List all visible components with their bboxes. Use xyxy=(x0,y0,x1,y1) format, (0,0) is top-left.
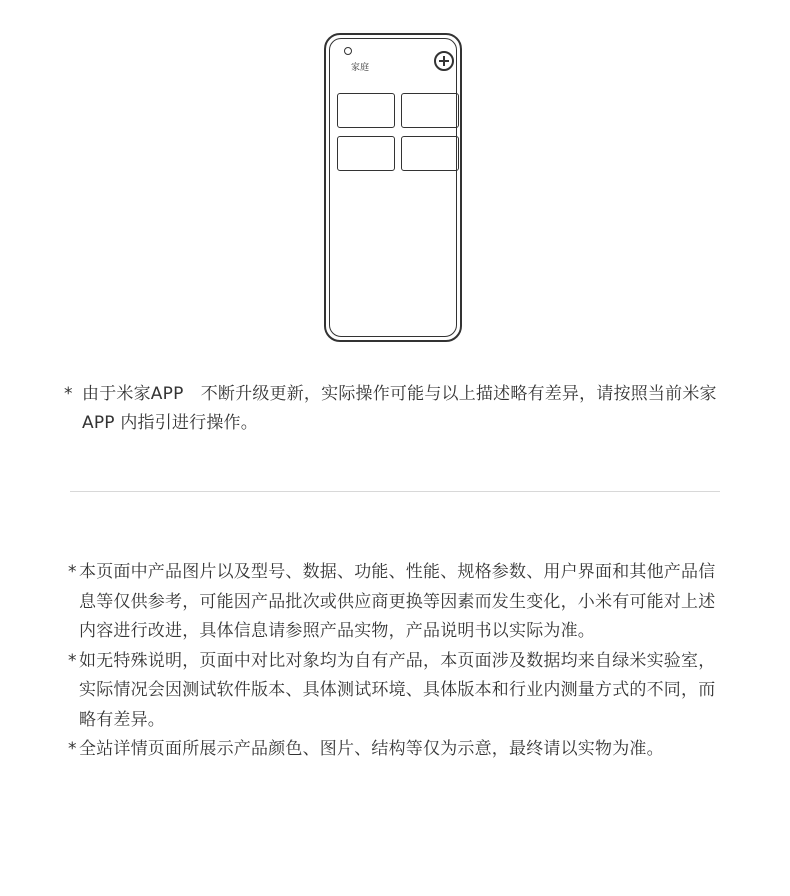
disclaimer-text: 本页面中产品图片以及型号、数据、功能、性能、规格参数、用户界面和其他产品信息等仅供参考，可能因产品批次或供应商更换等因素而发生变化，小米有可能对上述内容进行改进，具体信息请参照产品实物，产品说明书以实际为准。 xyxy=(79,562,716,641)
disclaimer-text: 全站详情页面所展示产品颜色、图片、结构等仅为示意，最终请以实物为准。 xyxy=(79,739,664,759)
divider xyxy=(70,491,720,492)
disclaimer-marker: * xyxy=(68,739,77,759)
disclaimer-item xyxy=(68,735,728,765)
note-text: 由于米家APP 不断升级更新，实际操作可能与以上描述略有差异，请按照当前米家APP 内指引进行操作。 xyxy=(82,384,717,433)
phone-screen xyxy=(329,38,457,337)
disclaimer-marker: * xyxy=(68,562,77,582)
disclaimer-marker: * xyxy=(68,650,77,671)
home-label: 家庭 xyxy=(351,63,370,73)
disclaimer-item xyxy=(68,647,728,736)
device-tile xyxy=(337,136,395,171)
app-update-note xyxy=(64,380,744,438)
add-icon xyxy=(434,51,454,71)
device-tile xyxy=(337,93,395,128)
note-marker: * xyxy=(64,384,73,404)
camera-icon xyxy=(344,47,352,55)
device-tile xyxy=(401,93,459,128)
phone-illustration xyxy=(324,33,462,342)
disclaimer-list xyxy=(68,558,728,765)
disclaimer-item xyxy=(68,558,728,647)
device-tile xyxy=(401,136,459,171)
disclaimer-text: 如无特殊说明，页面中对比对象均为自有产品，本页面涉及数据均来自绿米实验室，实际情况会因测试软件版本、具体测试环境、具体版本和行业内测量方式的不同，而略有差异。 xyxy=(79,650,716,730)
